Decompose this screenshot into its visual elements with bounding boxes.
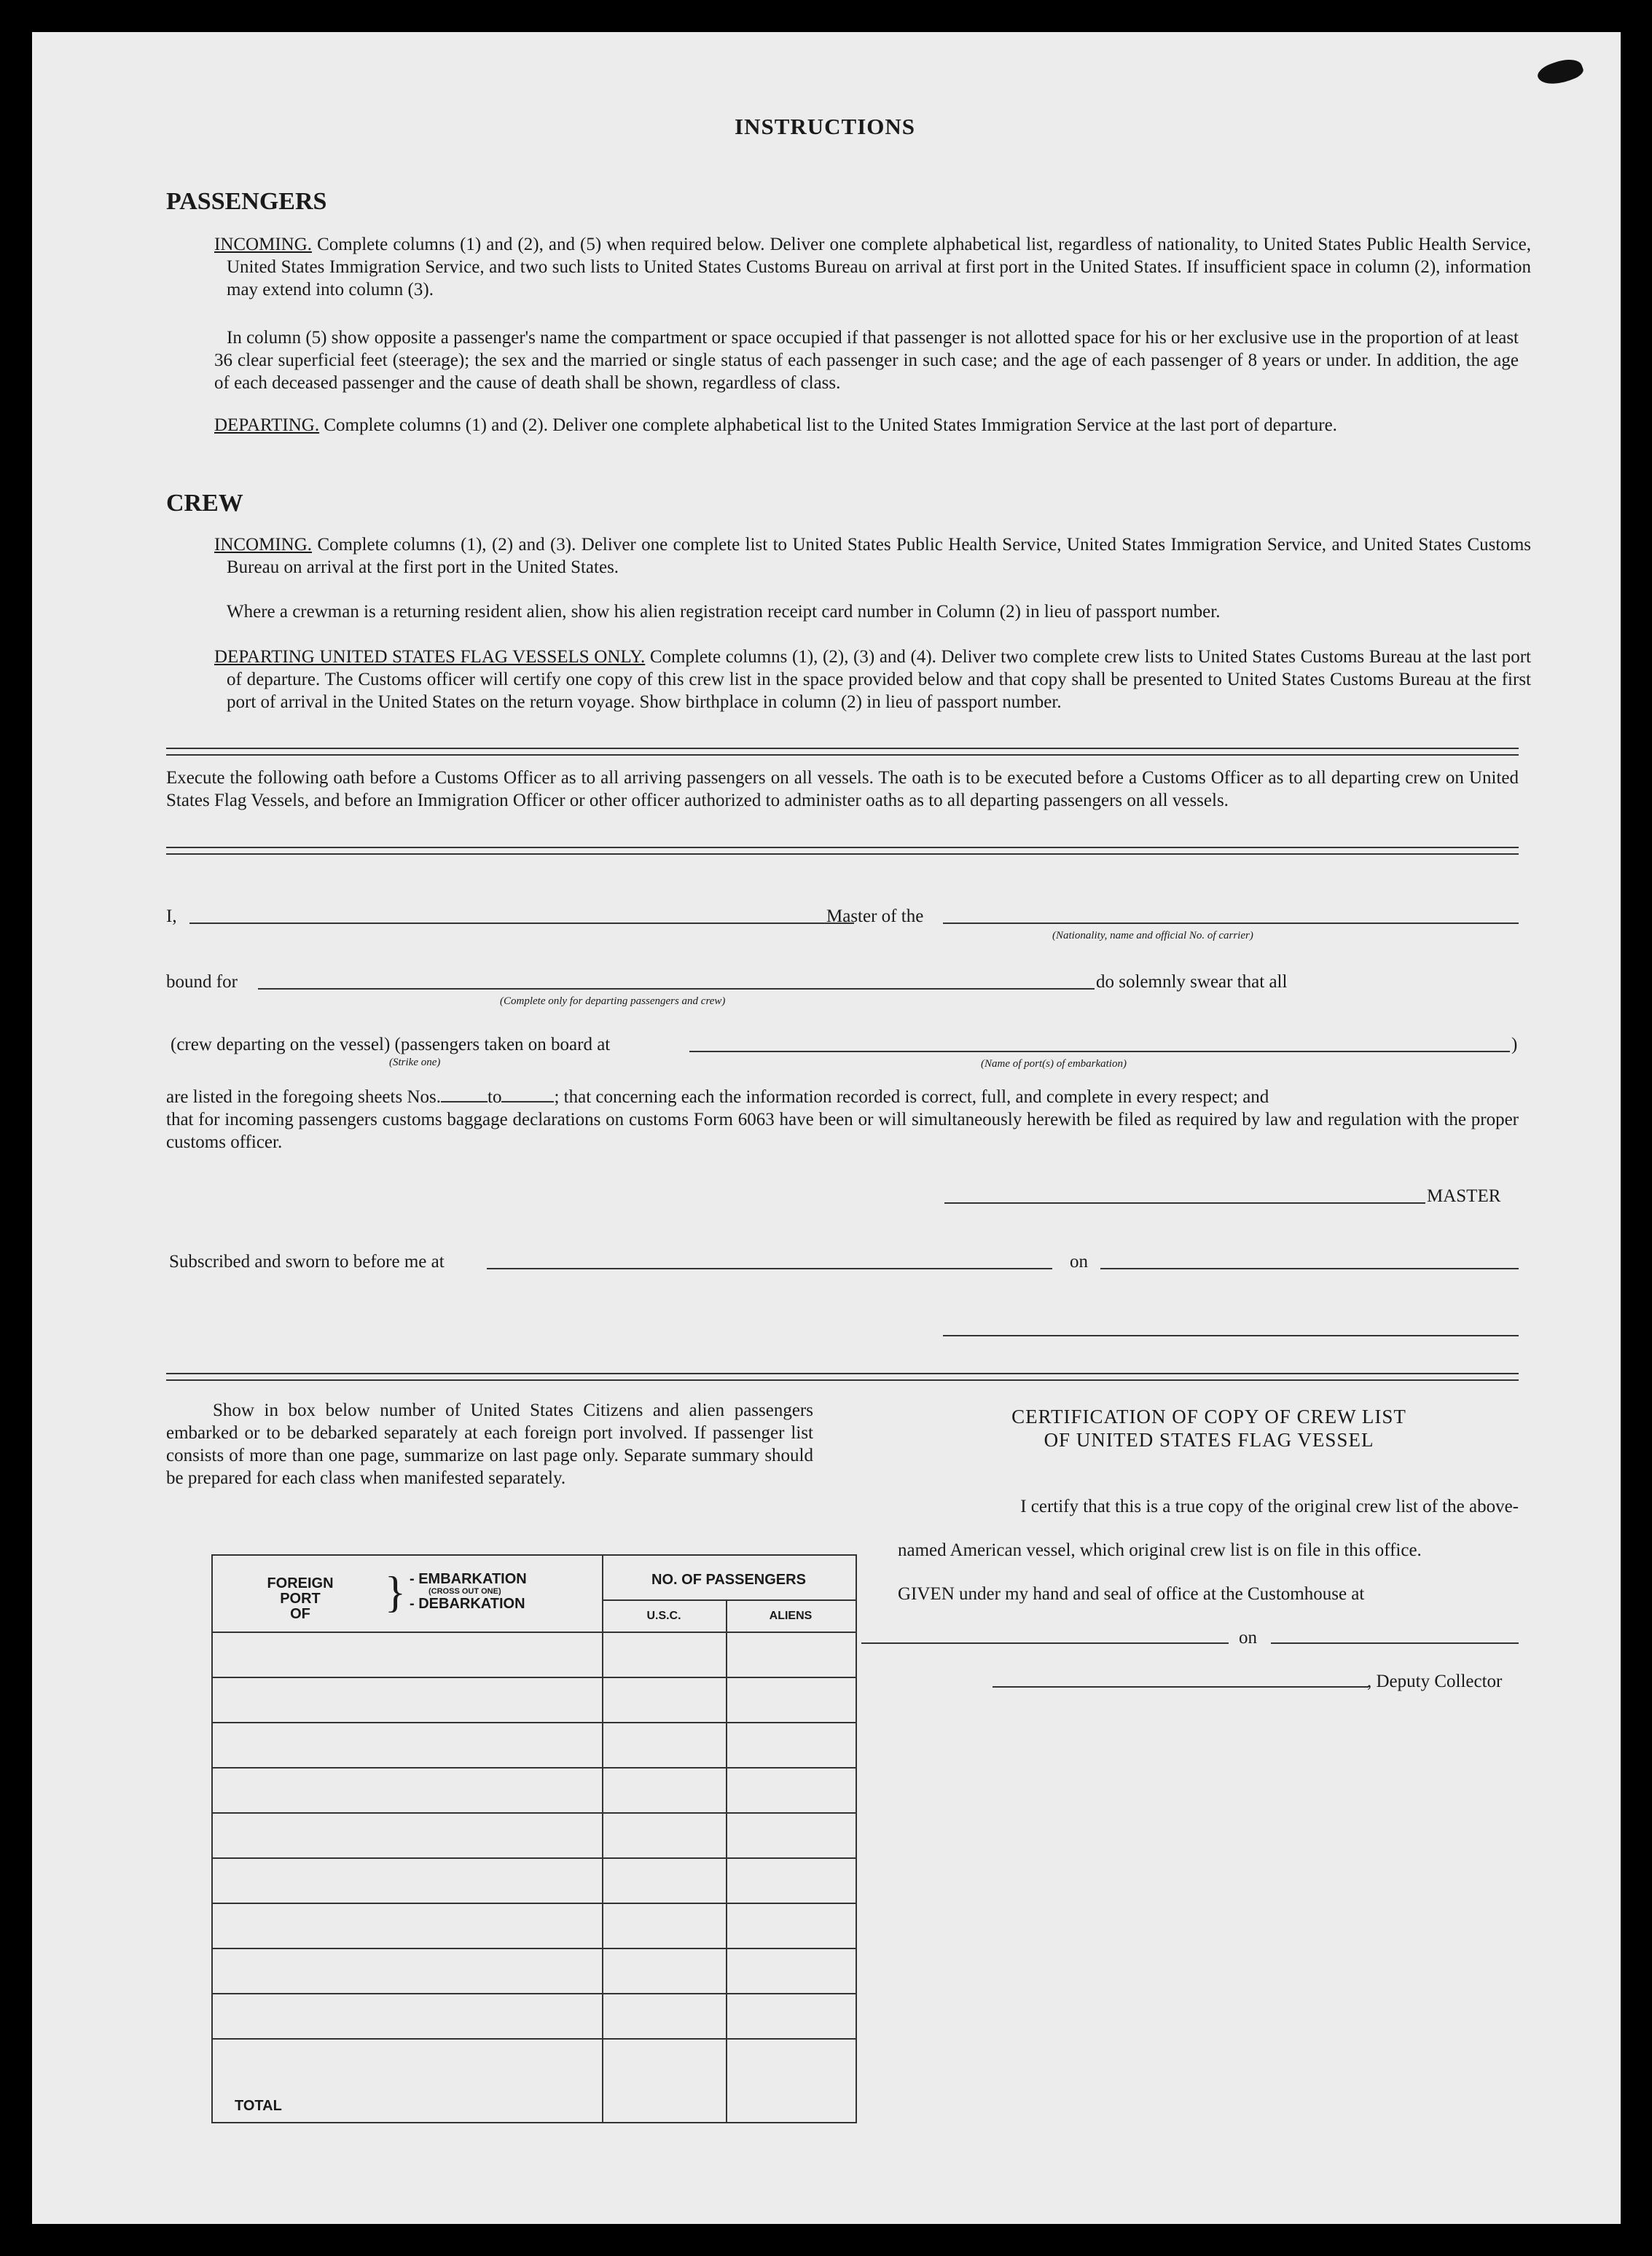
certification-heading-line1: CERTIFICATION OF COPY OF CREW LIST bbox=[1011, 1406, 1406, 1427]
certify-line2: named American vessel, which original crew list is on file in this office. bbox=[898, 1540, 1422, 1560]
master-of-label: Master of the bbox=[826, 906, 924, 926]
passengers-departing-paragraph bbox=[214, 414, 1531, 436]
page-title: INSTRUCTIONS bbox=[735, 114, 916, 139]
table-cell-usc[interactable] bbox=[603, 1949, 726, 1991]
brace-icon: } bbox=[385, 1568, 406, 1616]
bound-for-label: bound for bbox=[166, 972, 238, 992]
close-paren: ) bbox=[1511, 1035, 1518, 1054]
officer-signature-field[interactable] bbox=[943, 1335, 1519, 1336]
table-cell-aliens[interactable] bbox=[727, 1994, 856, 2037]
table-cell-port[interactable] bbox=[213, 1678, 600, 1720]
sworn-place-field[interactable] bbox=[487, 1268, 1052, 1269]
table-cell-usc[interactable] bbox=[603, 1994, 726, 2037]
section-divider bbox=[166, 847, 1519, 855]
total-label: TOTAL bbox=[235, 2098, 282, 2114]
table-cell-port[interactable] bbox=[213, 1904, 600, 1946]
table-cell-usc[interactable] bbox=[603, 1678, 726, 1720]
crew-heading: CREW bbox=[166, 490, 243, 517]
master-signature-field[interactable] bbox=[944, 1202, 1425, 1204]
crew-incoming-paragraph bbox=[214, 533, 1531, 579]
master-name-field[interactable] bbox=[189, 923, 854, 924]
bound-for-field[interactable] bbox=[258, 988, 1095, 990]
given-text: GIVEN under my hand and seal of office at the Customhouse at bbox=[898, 1584, 1365, 1604]
table-cell-usc[interactable] bbox=[603, 1723, 726, 1766]
sworn-on-label: on bbox=[1070, 1252, 1088, 1272]
foreign-port-line: PORT bbox=[280, 1591, 321, 1607]
table-cell-port[interactable] bbox=[213, 1814, 600, 1856]
cross-out-label: (CROSS OUT ONE) bbox=[428, 1587, 501, 1596]
embark-header bbox=[410, 1572, 527, 1612]
passenger-summary-table bbox=[211, 1554, 857, 2123]
table-cell-aliens[interactable] bbox=[727, 1678, 856, 1720]
sheet-to-field[interactable] bbox=[501, 1101, 554, 1102]
customhouse-field[interactable] bbox=[861, 1642, 1229, 1644]
table-cell-aliens[interactable] bbox=[727, 1723, 856, 1766]
statement-rest: that for incoming passengers customs baggage declarations on customs Form 6063 have been or will simultaneously herewith be filed as required by law and regulation with the proper customs officer. bbox=[166, 1110, 1519, 1152]
crew-departing-label: DEPARTING UNITED STATES FLAG VESSELS ONLY. bbox=[214, 647, 646, 667]
table-cell-aliens[interactable] bbox=[727, 1859, 856, 1901]
embarkation-label: - EMBARKATION bbox=[410, 1571, 527, 1587]
document-page bbox=[32, 32, 1621, 2224]
section-divider bbox=[166, 1373, 1519, 1381]
sheets-line bbox=[166, 1086, 1519, 1108]
passengers-incoming-paragraph bbox=[214, 233, 1531, 301]
foreign-port-line: FOREIGN bbox=[267, 1575, 334, 1591]
passengers-heading: PASSENGERS bbox=[166, 188, 327, 215]
passengers-incoming-label: INCOMING. bbox=[214, 235, 313, 254]
crew-incoming-label: INCOMING. bbox=[214, 535, 313, 555]
aliens-header: ALIENS bbox=[769, 1610, 813, 1622]
table-cell-aliens[interactable] bbox=[727, 1949, 856, 1991]
sheets-post-text: ; that concerning each the information recorded is correct, full, and complete in every respect; and bbox=[554, 1087, 1269, 1107]
table-header-divider bbox=[602, 1599, 856, 1601]
table-cell-usc[interactable] bbox=[603, 1859, 726, 1901]
sheet-from-field[interactable] bbox=[441, 1101, 488, 1102]
deputy-collector-label: , Deputy Collector bbox=[1367, 1672, 1503, 1691]
table-cell-port[interactable] bbox=[213, 1633, 600, 1675]
swear-label: do solemnly swear that all bbox=[1096, 972, 1288, 992]
deputy-signature-field[interactable] bbox=[993, 1686, 1369, 1688]
nationality-caption: (Nationality, name and official No. of carrier) bbox=[1052, 930, 1253, 941]
strike-one-caption: (Strike one) bbox=[389, 1057, 441, 1068]
table-cell-port[interactable] bbox=[213, 2040, 600, 2082]
table-cell-port[interactable] bbox=[213, 1859, 600, 1901]
cert-on-label: on bbox=[1239, 1628, 1257, 1648]
column5-paragraph: In column (5) show opposite a passenger's name the compartment or space occupied if that passenger is not allotted space for his or her exclusive use in the proportion of at least 36 clear superficial feet (steerage); the sex and the married or single status of each passenger in such case; and the age of each passenger of 8 years or under. In addition, the age of each deceased passenger and the cause of death shall be shown, regardless of class. bbox=[214, 328, 1519, 393]
cert-date-field[interactable] bbox=[1271, 1642, 1519, 1644]
table-cell-usc[interactable] bbox=[603, 2040, 726, 2082]
table-cell-port[interactable] bbox=[213, 1949, 600, 1991]
table-cell-aliens[interactable] bbox=[727, 1904, 856, 1946]
subscribed-label: Subscribed and sworn to before me at bbox=[169, 1252, 445, 1272]
usc-header: U.S.C. bbox=[646, 1610, 681, 1622]
complete-only-caption: (Complete only for departing passengers and crew) bbox=[500, 995, 726, 1007]
certification-heading-line2: OF UNITED STATES FLAG VESSEL bbox=[1044, 1429, 1374, 1451]
passengers-departing-text: Complete columns (1) and (2). Deliver one complete alphabetical list to the United States Immigration Service at the last port of departure. bbox=[324, 415, 1337, 435]
ports-caption: (Name of port(s) of embarkation) bbox=[981, 1058, 1127, 1070]
oath-instructions: Execute the following oath before a Customs Officer as to all arriving passengers on all vessels. The oath is to be executed before a Customs Officer as to all departing crew on United States Flag Vessels, and before an Immigration Officer or other officer authorized to administer oaths as to all departing passengers on all vessels. bbox=[166, 768, 1519, 810]
table-cell-usc[interactable] bbox=[603, 1814, 726, 1856]
no-of-passengers-header: NO. OF PASSENGERS bbox=[651, 1572, 806, 1588]
crew-departing-strike-label: (crew departing on the vessel) (passengers taken on board at bbox=[171, 1035, 611, 1054]
table-cell-usc[interactable] bbox=[603, 1633, 726, 1675]
table-cell-port[interactable] bbox=[213, 1723, 600, 1766]
certify-line1: I certify that this is a true copy of the original crew list of the above- bbox=[1020, 1497, 1519, 1516]
ports-field[interactable] bbox=[689, 1051, 1510, 1052]
crew-resident-paragraph: Where a crewman is a returning resident alien, show his alien registration receipt card number in Column (2) in lieu of passport number. bbox=[227, 602, 1221, 622]
master-label: MASTER bbox=[1427, 1186, 1501, 1206]
table-cell-port[interactable] bbox=[213, 1769, 600, 1811]
certification-heading bbox=[899, 1405, 1519, 1452]
table-cell-usc[interactable] bbox=[603, 1904, 726, 1946]
sworn-date-field[interactable] bbox=[1100, 1268, 1519, 1269]
corner-mark bbox=[1535, 54, 1586, 90]
table-cell-port[interactable] bbox=[213, 1994, 600, 2037]
carrier-field[interactable] bbox=[943, 923, 1519, 924]
debarkation-label: - DEBARKATION bbox=[410, 1596, 525, 1612]
crew-departing-text: Complete columns (1), (2), (3) and (4). Deliver two complete crew lists to United States Customs Bureau at the last port of departure. The Customs officer will certify one copy of this crew list in the space provided below and that copy shall be presented to United States Customs Bureau at the first port of arrival in the United States on the return voyage. Show birthplace in column (2) in lieu of passport number. bbox=[227, 647, 1532, 712]
table-cell-aliens[interactable] bbox=[727, 1769, 856, 1811]
sheets-pre-text: are listed in the foregoing sheets Nos. bbox=[166, 1087, 441, 1107]
passengers-incoming-text: Complete columns (1) and (2), and (5) when required below. Deliver one complete alphabetical list, regardless of nationality, to United States Public Health Service, United States Immigration Service, and two such lists to United States Customs Bureau on arrival at first port in the United States. If insufficient space in column (2), information may extend into column (3). bbox=[227, 235, 1532, 299]
passengers-departing-label: DEPARTING. bbox=[214, 415, 320, 435]
crew-incoming-text: Complete columns (1), (2) and (3). Deliver one complete list to United States Public Health Service, United States Immigration Service, and United States Customs Bureau on arrival at the first port in the United States. bbox=[227, 535, 1532, 577]
table-cell-aliens[interactable] bbox=[727, 2040, 856, 2082]
oath-i-label: I, bbox=[166, 906, 177, 926]
summary-instructions: Show in box below number of United States Citizens and alien passengers embarked or to be debarked separately at each foreign port involved. If passenger list consists of more than one page, summarize on last page only. Separate summary should be prepared for each class when manifested separately. bbox=[166, 1401, 813, 1488]
table-cell-aliens[interactable] bbox=[727, 1814, 856, 1856]
crew-departing-paragraph bbox=[214, 646, 1531, 713]
section-divider bbox=[166, 748, 1519, 756]
table-cell-usc[interactable] bbox=[603, 1769, 726, 1811]
sheets-to-text: to bbox=[488, 1087, 502, 1107]
foreign-port-header bbox=[257, 1576, 344, 1622]
table-cell-aliens[interactable] bbox=[727, 1633, 856, 1675]
foreign-port-line: OF bbox=[290, 1606, 310, 1622]
